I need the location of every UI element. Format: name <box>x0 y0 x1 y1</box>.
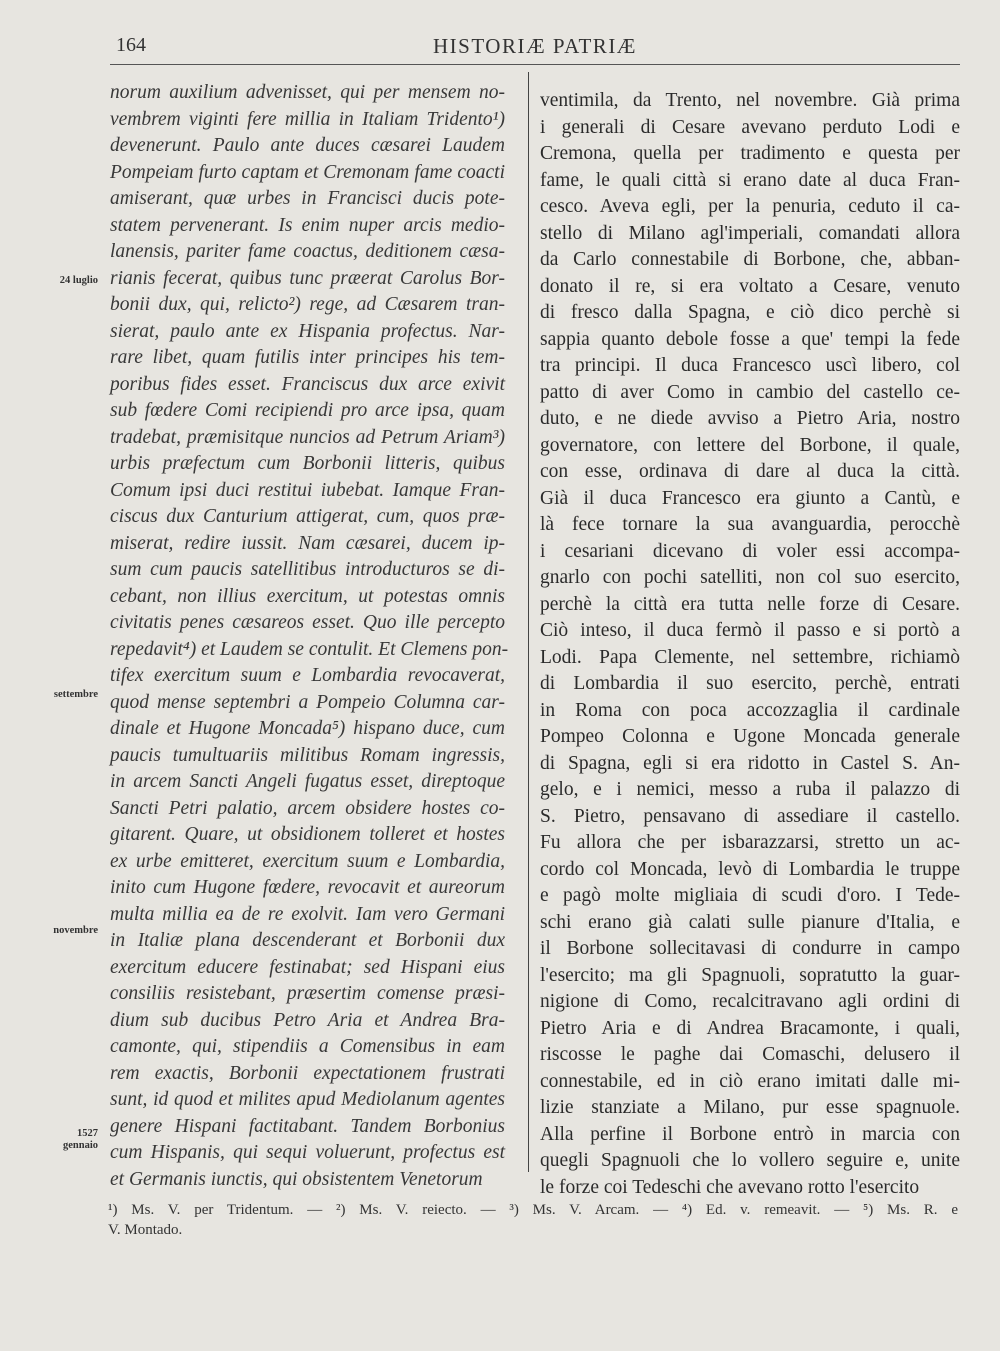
italian-text-line: di fresco dalla Spagna, e ciò dico perchè si <box>540 302 960 323</box>
italian-text-line: e pagò molte migliaia di scudi d'oro. I Tede- <box>540 885 960 906</box>
latin-text-line: genere Hispani factitabant. Tandem Borbonius <box>110 1115 505 1137</box>
latin-text-line: ciscus dux Canturium attigerat, cum, quos præ- <box>110 506 505 527</box>
latin-text-line: cum Hispanis, qui sequi voluerunt, profectus est <box>110 1142 505 1163</box>
italian-text-line: S. Pietro, pensavano di assediare il castello. <box>540 805 960 827</box>
latin-text-line: sum cum paucis satellitibus introducturos se di- <box>110 559 505 580</box>
latin-text-line: camonte, qui, stipendiis a Comensibus in eam <box>110 1036 505 1057</box>
footnote-line: V. Montado. <box>108 1222 183 1238</box>
latin-text-line: bonii dux, qui, relicto²) rege, ad Cæsarem tran- <box>110 294 505 315</box>
page-number: 164 <box>116 34 146 56</box>
italian-text-line: quegli Spagnuoli che lo vollero seguire e, unite <box>540 1150 960 1171</box>
running-head: HISTORIÆ PATRIÆ <box>433 34 637 58</box>
italian-text-line: stello di Milano agl'imperiali, comandati allora <box>540 222 960 244</box>
italian-text-line: patto di aver Como in cambio del castello ce- <box>540 381 960 403</box>
italian-text-line: schi erano già calati sulle pianure d'Italia, e <box>540 911 960 933</box>
latin-text-column <box>110 80 509 1193</box>
latin-text-line: Sancti Petri palatio, arcem obsidere hostes co- <box>110 797 505 819</box>
latin-text-line: cebant, non illius exercitum, ut potestas omnis <box>110 585 505 607</box>
italian-text-line: i generali di Cesare avevano perduto Lodi e <box>540 116 960 138</box>
italian-text-line: di Lombardia il suo esercito, perchè, entrati <box>540 673 960 694</box>
latin-text-line: norum auxilium advenisset, qui per mensem no- <box>110 82 505 103</box>
latin-text-line: rianis fecerat, quibus tunc præerat Carolus Bor- <box>110 267 505 289</box>
margin-note-settembre: settembre <box>53 689 98 700</box>
italian-text-line: cordo col Moncada, levò di Lombardia le truppe <box>540 858 960 880</box>
italian-text-line: ventimila, da Trento, nel novembre. Già prima <box>540 90 960 111</box>
italian-text-line: gelo, e i nemici, messo a ruba il palazzo di <box>540 779 960 800</box>
latin-text-line: sub fœdere Comi recipiendi pro arce ipsa, quam <box>110 400 505 421</box>
latin-text-line: et Germanis iunctis, qui obsistentem Venetorum <box>110 1168 483 1190</box>
italian-text-line: l'esercito; ma gli Spagnuoli, sopratutto la guar- <box>540 964 960 986</box>
latin-text-line: civitatis penes cæsareos esset. Quo ille percepto <box>110 612 505 633</box>
latin-text-line: sierat, paulo ante ex Hispania profectus. Nar- <box>110 320 505 342</box>
italian-text-line: là fece tornare la sua avanguardia, perocchè <box>540 514 960 535</box>
italian-text-line: connestabile, ed in ciò erano imitati dalle mi- <box>540 1070 960 1092</box>
footnotes <box>108 1200 958 1240</box>
latin-text-line: gitarent. Quare, ut obsidionem tolleret et hostes <box>110 824 505 845</box>
italian-text-line: da Carlo connestabile di Borbone, che, abban- <box>540 249 960 270</box>
latin-text-line: amiserant, quæ urbes in Francisci ducis pote- <box>110 188 505 209</box>
page-header <box>110 28 960 65</box>
italian-text-line: Ciò inteso, il duca fermò il passo e si portò a <box>540 620 960 641</box>
italian-text-line: Già il duca Francesco era giunto a Cantù, e <box>540 487 960 509</box>
italian-text-line: sappia quanto debole fosse a que' tempi la fede <box>540 328 960 350</box>
latin-text-line: in Italiæ plana descenderant et Borbonii dux <box>110 930 505 951</box>
italian-text-line: cesco. Aveva egli, per la penuria, ceduto il ca- <box>540 196 960 217</box>
italian-text-line: governatore, con lettere del Borbone, il quale, <box>540 434 960 456</box>
latin-text-line: miserat, redire iussit. Nam cæsarei, ducem ip- <box>110 532 505 554</box>
latin-text-line: vembrem viginti fere millia in Italiam Tridento¹) <box>110 108 505 130</box>
latin-text-line: lanensis, pariter fame coactus, deditionem cæsa- <box>110 241 505 262</box>
italian-text-line: tra principi. Il duca Francesco uscì libero, col <box>540 355 960 376</box>
italian-text-line: lizie stanziate a Milano, pur esse spagnuole. <box>540 1097 960 1118</box>
latin-text-line: multa millia ea de re exolvit. Iam vero Germani <box>110 903 505 925</box>
latin-text-line: urbis præfectum cum Borbonii litteris, quibus <box>110 453 505 474</box>
latin-text-line: dinale et Hugone Moncada⁵) hispano duce, cum <box>110 718 505 739</box>
latin-text-line: rare libet, quam futilis inter principes his tem- <box>110 347 505 368</box>
latin-text-line: paucis tumultuariis militibus Romam ingressis, <box>110 744 505 766</box>
latin-text-line: statem pervenerant. Is enim nuper arcis medio- <box>110 214 505 236</box>
latin-text-line: Pompeiam furto captam et Cremonam fame coacti <box>110 161 505 183</box>
latin-text-line: ex urbe emitteret, exercitum suum e Lombardia, <box>110 850 505 872</box>
italian-text-line: Pietro Aria e di Andrea Bracamonte, i quali, <box>540 1017 960 1039</box>
italian-text-line: Cremona, quella per tradimento e questa per <box>540 143 960 164</box>
italian-text-line: donato il re, si era voltato a Cesare, venuto <box>540 275 960 297</box>
italian-text-line: di Spagna, egli si era ridotto in Castel S. An- <box>540 752 960 774</box>
italian-text-line: riscosse le paghe dai Comaschi, delusero il <box>540 1044 960 1065</box>
italian-text-line: in Roma con poca accozzaglia il cardinale <box>540 699 960 721</box>
latin-text-line: poribus fides esset. Franciscus dux arce exivit <box>110 373 505 395</box>
latin-text-line: repedavit⁴) et Laudem se contulit. Et Clemens pon- <box>110 638 509 660</box>
latin-text-line: quod mense septembri a Pompeio Columna car- <box>110 691 505 713</box>
margin-note-gennaio: gennaio <box>62 1140 98 1151</box>
latin-text-line: tifex exercitum suum e Lombardia revocaverat, <box>110 665 505 686</box>
footnote-line: ¹) Ms. V. per Tridentum. — ²) Ms. V. reiecto. — ³) Ms. V. Arcam. — ⁴) Ed. v. remeavit. — ⁵) Ms. R. e <box>108 1202 958 1218</box>
column-divider <box>528 72 529 1172</box>
margin-note-novembre: novembre <box>53 925 98 936</box>
italian-text-line: i cesariani dicevano di voler essi accompa- <box>540 540 960 562</box>
italian-text-line: Pompeo Colonna e Ugone Moncada generale <box>540 726 960 747</box>
latin-text-line: sunt, id quod et milites apud Mediolanum agentes <box>110 1089 505 1110</box>
italian-text-line: gnarlo con pochi satelliti, non col suo esercito, <box>540 567 960 588</box>
latin-text-line: rem exactis, Borbonii expectationem frustrati <box>110 1062 505 1084</box>
italian-text-line: Lodi. Papa Clemente, nel settembre, richiamò <box>540 646 960 668</box>
margin-note-year: 1527 <box>77 1128 98 1139</box>
italian-text-line: duto, e ne diede avviso a Pietro Aria, nostro <box>540 408 960 429</box>
italian-text-line: nigione di Como, recalcitravano agli ordini di <box>540 991 960 1012</box>
italian-text-line: le forze coi Tedeschi che avevano rotto l'esercito <box>540 1176 920 1198</box>
italian-text-line: Fu allora che per isbarazzarsi, stretto un ac- <box>540 832 960 853</box>
latin-text-line: consiliis resistebant, præsertim comense præsi- <box>110 983 505 1004</box>
italian-text-line: Alla perfine il Borbone entrò in marcia con <box>540 1123 960 1145</box>
latin-text-line: dium sub ducibus Petro Aria et Andrea Bra- <box>110 1009 505 1031</box>
italian-text-line: fame, le quali città si erano date al duca Fran- <box>540 169 960 191</box>
latin-text-line: devenerunt. Paulo ante duces cæsarei Laudem <box>110 135 505 156</box>
latin-text-line: exercitum educere festinabat; sed Hispani eius <box>110 956 505 978</box>
latin-text-line: tradebat, præmisitque nuncios ad Petrum Ariam³) <box>110 426 505 448</box>
italian-text-column <box>540 88 960 1201</box>
italian-text-line: il Borbone sollecitavasi di condurre in campo <box>540 938 960 959</box>
italian-text-line: perchè la città era tutta nelle forze di Cesare. <box>540 593 960 615</box>
margin-note-luglio: 24 luglio <box>59 275 98 286</box>
latin-text-line: inito cum Hugone fœdere, revocavit et aureorum <box>110 877 505 898</box>
italian-text-line: con esse, ordinava di dare al duca la città. <box>540 461 960 482</box>
latin-text-line: Comum ipsi duci restitui iubebat. Iamque Fran- <box>110 479 505 501</box>
latin-text-line: in arcem Sancti Angeli fugatus esset, direptoque <box>110 771 505 792</box>
